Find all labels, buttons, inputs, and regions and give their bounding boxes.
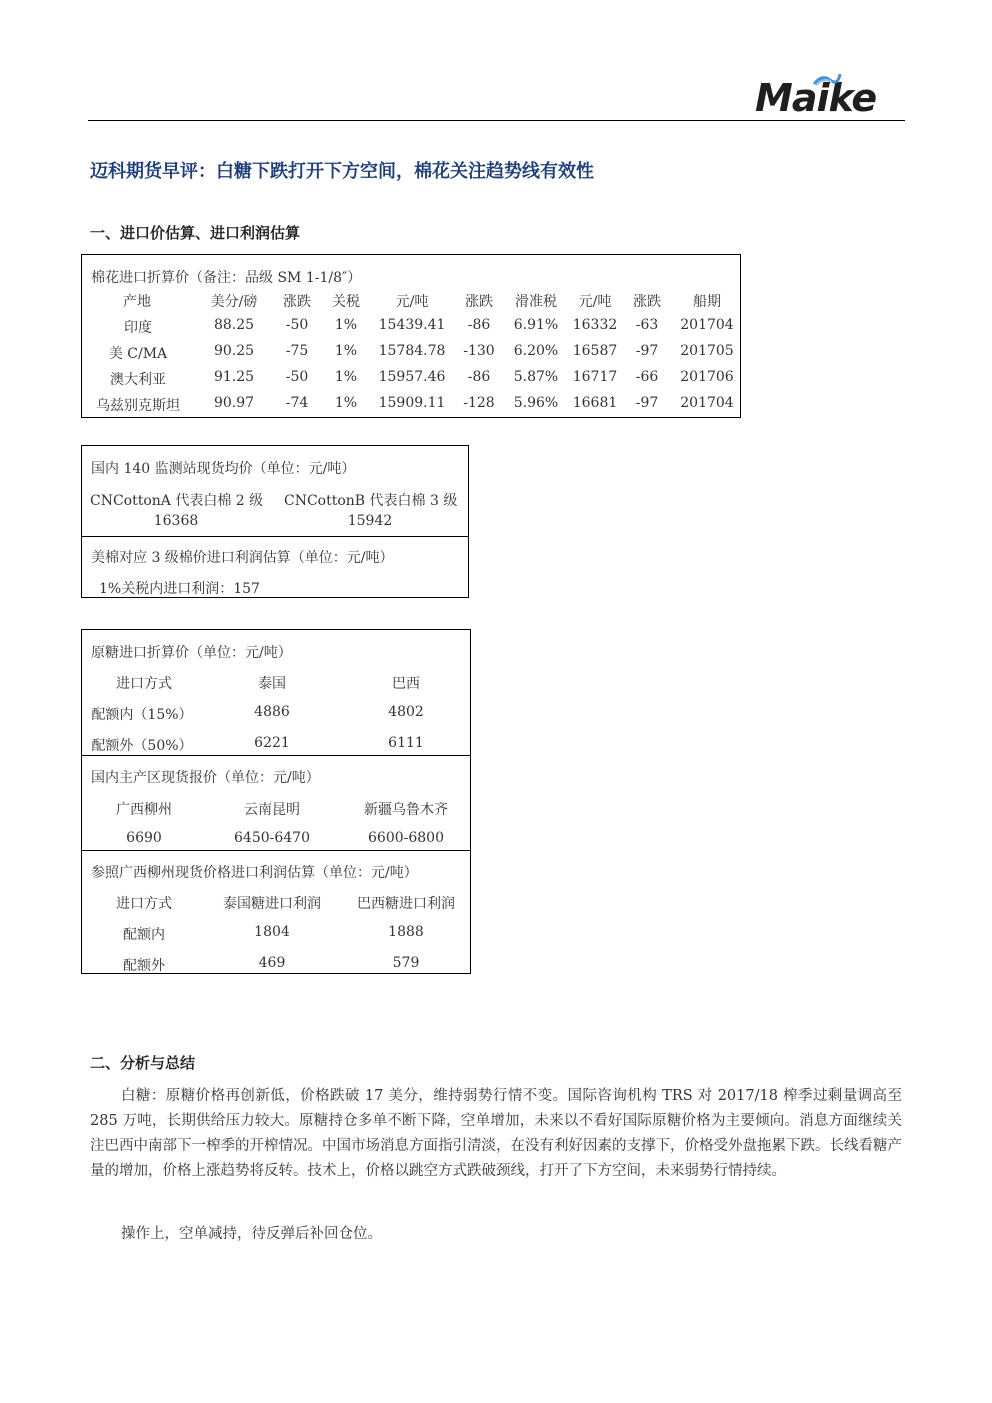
cell: 201704 [680, 317, 734, 333]
col-header: 进口方式 [116, 676, 172, 692]
cell: -97 [635, 395, 659, 411]
sugar-profit-caption: 参照广西柳州现货价格进口利润估算（单位：元/吨） [91, 865, 418, 881]
cell: -128 [463, 395, 495, 411]
col-header: 涨跌 [283, 294, 311, 310]
cell: 16681 [572, 395, 618, 411]
table-divider [82, 850, 470, 851]
cncotton-b-label: CNCottonB 代表白棉 3 级 [284, 493, 458, 509]
sugar-spot-header-row [82, 799, 472, 819]
page-title: 迈科期货早评：白糖下跌打开下方空间，棉花关注趋势线有效性 [90, 161, 594, 182]
cell: 美 C/MA [108, 346, 168, 362]
cell: 1% [334, 317, 358, 333]
col-header: 产地 [123, 294, 151, 310]
cell: 16332 [572, 317, 618, 333]
col-header: 船期 [693, 294, 721, 310]
cell: -75 [285, 343, 309, 359]
sugar-import-caption: 原糖进口折算价（单位：元/吨） [91, 645, 292, 661]
sugar-spot-caption: 国内主产区现货报价（单位：元/吨） [91, 770, 320, 786]
cotton-domestic-caption: 国内 140 监测站现货均价（单位：元/吨） [91, 461, 356, 477]
table-row [82, 343, 742, 363]
cell: -130 [463, 343, 495, 359]
cell: 6221 [254, 735, 290, 751]
cell: 1% [334, 395, 358, 411]
cncotton-b-value: 15942 [347, 513, 393, 529]
cell: -74 [285, 395, 309, 411]
operation-paragraph: 操作上，空单减持，待反弹后补回仓位。 [121, 1226, 382, 1242]
table-row [82, 924, 472, 944]
cell: 579 [392, 955, 420, 971]
cell: -86 [467, 369, 491, 385]
cell: -86 [467, 317, 491, 333]
cell: 1804 [254, 924, 290, 940]
cotton-import-header-row [82, 291, 742, 311]
table-divider [82, 536, 468, 537]
cell: 5.87% [513, 369, 559, 385]
cotton-import-caption: 棉花进口折算价（备注：品级 SM 1-1/8″） [91, 270, 362, 286]
col-header: 美分/磅 [210, 294, 258, 310]
cell: -50 [285, 317, 309, 333]
table-row [82, 955, 472, 975]
section-heading-analysis: 二、分析与总结 [90, 1054, 196, 1072]
col-header: 泰国糖进口利润 [223, 896, 321, 912]
cell: 1888 [388, 924, 424, 940]
cell: 16717 [572, 369, 618, 385]
col-header: 新疆乌鲁木齐 [364, 802, 448, 818]
cell: 201704 [680, 395, 734, 411]
cell: 15439.41 [378, 317, 446, 333]
cncotton-a-label: CNCottonA 代表白棉 2 级 [90, 493, 264, 509]
cell: 90.25 [213, 343, 255, 359]
maike-logo: Maike [755, 76, 877, 120]
col-header: 关税 [332, 294, 360, 310]
cell: 201705 [680, 343, 734, 359]
col-header: 云南昆明 [244, 802, 300, 818]
col-header: 滑准税 [515, 294, 557, 310]
cell: 澳大利亚 [110, 372, 166, 388]
col-header: 涨跌 [633, 294, 661, 310]
cell: 6450-6470 [234, 830, 310, 846]
col-header: 泰国 [258, 676, 286, 692]
cell: 6600-6800 [368, 830, 444, 846]
cotton-import-table [81, 254, 741, 418]
table-divider [82, 755, 470, 756]
table-row [82, 395, 742, 415]
cotton-profit-caption: 美棉对应 3 级棉价进口利润估算（单位：元/吨） [91, 550, 394, 566]
table-row [82, 317, 742, 337]
col-header: 广西柳州 [116, 802, 172, 818]
cncotton-a-value: 16368 [153, 513, 199, 529]
col-header: 巴西 [392, 676, 420, 692]
sugar-table [81, 629, 471, 974]
cell: 4802 [388, 704, 424, 720]
cotton-domestic-table [81, 445, 469, 598]
col-header: 元/吨 [578, 294, 612, 310]
header-divider [88, 120, 905, 121]
cell: 15784.78 [378, 343, 446, 359]
table-row [82, 704, 472, 724]
cell: 15957.46 [378, 369, 446, 385]
cell: 6.91% [513, 317, 559, 333]
cotton-profit-value: 1%关税内进口利润：157 [99, 581, 260, 597]
cell: 配额外（50%） [91, 738, 193, 754]
table-row [82, 830, 472, 850]
cell: 15909.11 [378, 395, 446, 411]
cell: 6.20% [513, 343, 559, 359]
cell: 1% [334, 343, 358, 359]
cell: 印度 [124, 320, 152, 336]
cell: 88.25 [213, 317, 255, 333]
cell: 乌兹别克斯坦 [96, 398, 180, 414]
cell: 6111 [388, 735, 424, 751]
cell: -66 [635, 369, 659, 385]
cell: 1% [334, 369, 358, 385]
table-row [82, 735, 472, 755]
analysis-paragraph: 白糖：原糖价格再创新低，价格跌破 17 美分，维持弱势行情不变。国际咨询机构 TRS 对 2017/18 榨季过剩量调高至 285 万吨，长期供给压力较大。原糖持仓多单不断下降，空单增加，未来以不看好国际原糖价格为主要倾向。消息方面继续关注巴西中南部下一榨季的开榨情况。中国市场消息方面指引清淡，在没有利好因素的支撑下，价格受外盘拖累下跌。长线看糖产量的增加，价格上涨趋势将反转。技术上，价格以跳空方式跌破颈线，打开了下方空间，未来弱势行情持续。 [90, 1088, 902, 1179]
sugar-import-header-row [82, 673, 472, 693]
section-heading-import: 一、进口价估算、进口利润估算 [90, 224, 301, 242]
cell: -63 [635, 317, 659, 333]
cell: 配额内 [123, 927, 165, 943]
cell: 配额内（15%） [91, 707, 193, 723]
cell: 配额外 [123, 958, 165, 974]
cell: 6690 [126, 830, 162, 846]
cell: 201706 [680, 369, 734, 385]
sugar-profit-header-row [82, 893, 472, 913]
col-header: 元/吨 [395, 294, 429, 310]
cell: 16587 [572, 343, 618, 359]
cell: 4886 [254, 704, 290, 720]
cell: -97 [635, 343, 659, 359]
col-header: 进口方式 [116, 896, 172, 912]
cell: 5.96% [513, 395, 559, 411]
cell: 91.25 [213, 369, 255, 385]
cell: -50 [285, 369, 309, 385]
table-row [82, 369, 742, 389]
cell: 90.97 [213, 395, 255, 411]
logo-wave-icon [812, 72, 842, 86]
col-header: 巴西糖进口利润 [357, 896, 455, 912]
cell: 469 [258, 955, 286, 971]
col-header: 涨跌 [465, 294, 493, 310]
